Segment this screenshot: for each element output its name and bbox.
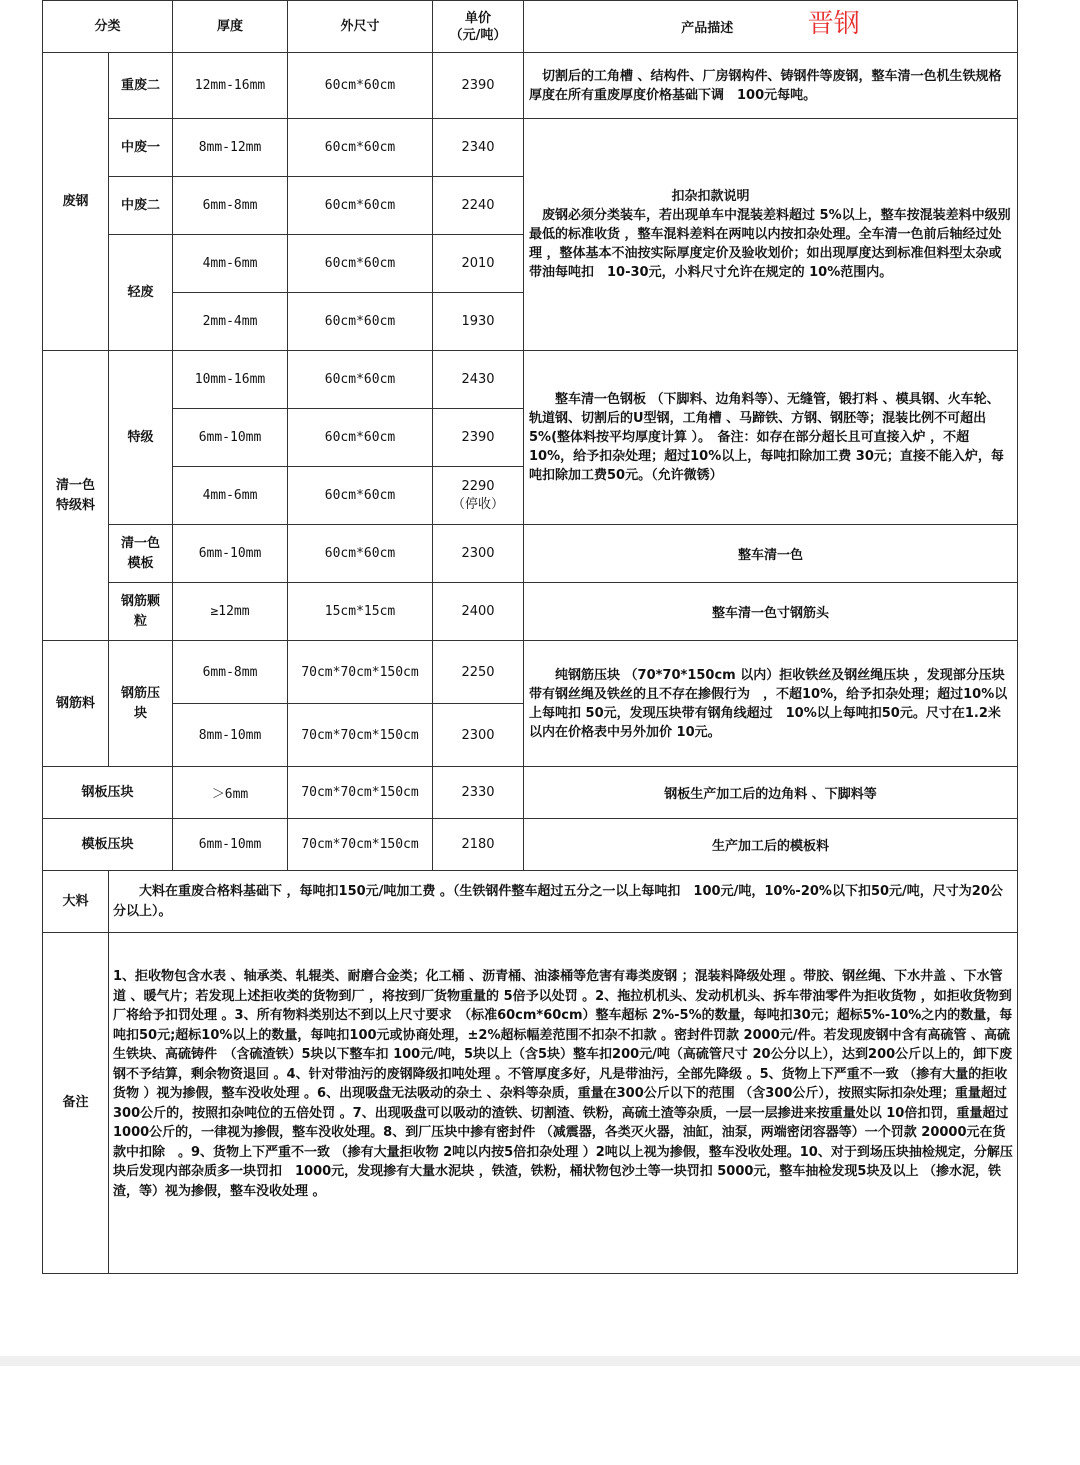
- header-row: [43, 1, 1018, 53]
- subcategory-heavy2: 重废二: [109, 53, 173, 119]
- thickness-cell: 2mm-4mm: [173, 293, 288, 351]
- thickness-cell: 6mm-10mm: [173, 819, 288, 871]
- price-status: （停收）: [452, 496, 505, 512]
- subcategory-light: 轻废: [109, 235, 173, 351]
- table-row: [43, 53, 1018, 119]
- price-cell: 2330: [433, 767, 524, 819]
- subcategory-medium2: 中废二: [109, 177, 173, 235]
- price-table: [42, 0, 1018, 1274]
- price-cell: 2390: [433, 409, 524, 467]
- price-cell: [433, 467, 524, 525]
- table-row: [43, 641, 1018, 704]
- description-grade: 整车清一色钢板 （下脚料、边角料等）、无缝管，锻打料 、模具钢、火车轮、轨道钢、切割后的U型钢，工角槽 、马蹄铁、方钢、钢胚等；混装比例不可超出 5%(整体料按平均厚度计算 ）。 备注：如存在部分超长且可直接入炉 ，不超10%，给予扣杂处理；超过10%以上，每吨扣除加工费 30元；直接不能入炉，每吨扣除加工费50元。（允许微锈）: [524, 351, 1018, 525]
- description-heavy2: 切割后的工角槽 、结构件、厂房钢构件、铸钢件等废钢，整车清一色机生铁规格厚度在所有重废厚度价格基础下调 100元每吨。: [524, 53, 1018, 119]
- table-row: [43, 871, 1018, 933]
- size-cell: 70cm*70cm*150cm: [288, 704, 433, 767]
- price-cell: 2340: [433, 119, 524, 177]
- thickness-cell: 6mm-10mm: [173, 409, 288, 467]
- description-formwork-block: 生产加工后的模板料: [524, 819, 1018, 871]
- table-row: [43, 819, 1018, 871]
- page-bottom-divider: [0, 1356, 1080, 1366]
- size-cell: 60cm*60cm: [288, 409, 433, 467]
- description-rebar-grain: 整车清一色寸钢筋头: [524, 583, 1018, 641]
- size-cell: 60cm*60cm: [288, 119, 433, 177]
- notes-text: 1、拒收物包含水表 、轴承类、轧辊类、耐磨合金类；化工桶 、沥青桶、油漆桶等危害有毒类废钢 ；混装料降级处理 。带胶、钢丝绳、下水井盖 、下水管道 、暖气片；若发现上述拒收类的货物到厂 ，将按到厂货物重量的 5倍予以处罚 。2、拖拉机机头、发动机机头、拆车带油零件为拒收货物 ，如拒收货物到厂将给予扣罚处理 。3、所有物料类别达不到以上尺寸要求 （标准60cm*60cm）整车超标 2%-5%的数量，每吨扣30元；超标5%-10%之内的数量，每吨扣50元;超标10%以上的数量，每吨扣100元或协商处理，±2%超标幅差范围不扣杂不扣款 。密封件罚款 2000元/件。若发现废钢中含有高硫管 、高硫生铁块、高硫铸件 （含硫渣铁）5块以下整车扣 100元/吨，5块以上（含5块）整车扣200元/吨（高硫管尺寸 20公分以上），达到200公斤以上的，卸下废钢不予结算，剩余物资退回 。4、针对带油污的废钢降级扣吨处理 。不管厚度多好，凡是带油污，全部先降级 。5、货物上下严重不一致 （掺有大量的拒收货物 ）视为掺假，整车没收处理 。6、出现吸盘无法吸动的杂土 、杂料等杂质，重量在300公斤以下的范围 （含300公斤），按照实际扣杂处理；重量超过 300公斤的，按照扣杂吨位的五倍处罚 。7、出现吸盘可以吸动的渣铁、切割渣、铁粉，高硫土渣等杂质，一层一层掺进来按重量处以 10倍扣罚，重量超过1000公斤的，一律视为掺假，整车没收处理。8、到厂压块中掺有密封件 （减震器，各类灭火器，油缸，油泵，两端密闭容器等）一个罚款 20000元在货款中扣除 。9、货物上下严重不一致 （掺有大量拒收物 2吨以内按5倍扣杂处理 ）2吨以上视为掺假，整车没收处理。10、对于到场压块抽检规定，分解压块后发现内部杂质多一块罚扣 1000元，发现掺有大量水泥块 ，铁渣，铁粉，桶状物包沙土等一块罚扣 5000元，整车抽检发现5块及以上 （掺水泥，铁渣，等）视为掺假，整车没收处理 。: [109, 933, 1018, 1274]
- size-cell: 70cm*70cm*150cm: [288, 767, 433, 819]
- price-value: 2290: [461, 478, 495, 494]
- deduction-title: 扣杂扣款说明: [671, 189, 750, 204]
- table-row: [43, 525, 1018, 583]
- price-cell: 2180: [433, 819, 524, 871]
- subcategory-medium1: 中废一: [109, 119, 173, 177]
- description-big-material: 大料在重废合格料基础下 ，每吨扣150元/吨加工费 。（生铁钢件整车超过五分之一以上每吨扣 100元/吨，10%-20%以下扣50元/吨，尺寸为20公分以上）。: [109, 871, 1018, 933]
- size-cell: 15cm*15cm: [288, 583, 433, 641]
- category-special: 清一色特级料: [43, 351, 109, 641]
- subcategory-formwork: 清一色模板: [109, 525, 173, 583]
- description-plate-block: 钢板生产加工后的边角料 、下脚料等: [524, 767, 1018, 819]
- deduction-text: 废钢必须分类装车，若出现单车中混装差料超过 5%以上，整车按混装差料中级别最低的标准收货 ，整车混料差料在两吨以内按扣杂处理。全车清一色前后轴经过处理 ，整体基本不油按实际厚度定价及验收划价；如出现厚度达到标准但料型太杂或带油每吨扣 10-30元，小料尺寸允许在规定的 10%范围内。: [529, 208, 1011, 280]
- subcategory-grade: 特级: [109, 351, 173, 525]
- thickness-cell: 4mm-6mm: [173, 467, 288, 525]
- thickness-cell: 6mm-10mm: [173, 525, 288, 583]
- table-row: [43, 119, 1018, 177]
- category-big-material: 大料: [43, 871, 109, 933]
- size-cell: 70cm*70cm*150cm: [288, 819, 433, 871]
- price-cell: 2250: [433, 641, 524, 704]
- thickness-cell: 12mm-16mm: [173, 53, 288, 119]
- thickness-cell: 8mm-10mm: [173, 704, 288, 767]
- thickness-cell: 10mm-16mm: [173, 351, 288, 409]
- category-rebar: 钢筋料: [43, 641, 109, 767]
- header-description-label: 产品描述: [681, 21, 734, 36]
- header-thickness: 厚度: [173, 1, 288, 53]
- price-cell: 2010: [433, 235, 524, 293]
- size-cell: 60cm*60cm: [288, 525, 433, 583]
- header-description: [524, 1, 1018, 53]
- table-row: [43, 767, 1018, 819]
- category-plate-block: 钢板压块: [43, 767, 173, 819]
- size-cell: 70cm*70cm*150cm: [288, 641, 433, 704]
- header-unit-price-line1: 单价: [465, 10, 492, 26]
- price-cell: 1930: [433, 293, 524, 351]
- size-cell: 60cm*60cm: [288, 467, 433, 525]
- price-cell: 2300: [433, 525, 524, 583]
- price-cell: 2430: [433, 351, 524, 409]
- size-cell: 60cm*60cm: [288, 177, 433, 235]
- size-cell: 60cm*60cm: [288, 235, 433, 293]
- thickness-cell: ≥12mm: [173, 583, 288, 641]
- category-scrap: 废钢: [43, 53, 109, 351]
- thickness-cell: ＞6mm: [173, 767, 288, 819]
- size-cell: 60cm*60cm: [288, 293, 433, 351]
- header-unit-price: [433, 1, 524, 53]
- size-cell: 60cm*60cm: [288, 351, 433, 409]
- table-row: [43, 351, 1018, 409]
- category-formwork-block: 模板压块: [43, 819, 173, 871]
- subcategory-rebar-block: 钢筋压块: [109, 641, 173, 767]
- table-row: [43, 583, 1018, 641]
- thickness-cell: 6mm-8mm: [173, 641, 288, 704]
- header-unit-price-line2: （元/吨）: [449, 27, 507, 43]
- description-deduction: [524, 119, 1018, 351]
- subcategory-rebar-grain: 钢筋颗粒: [109, 583, 173, 641]
- price-cell: 2300: [433, 704, 524, 767]
- header-category: 分类: [43, 1, 173, 53]
- brand-mark: 晋钢: [807, 9, 860, 39]
- price-cell: 2240: [433, 177, 524, 235]
- category-notes: 备注: [43, 933, 109, 1274]
- size-cell: 60cm*60cm: [288, 53, 433, 119]
- description-formwork: 整车清一色: [524, 525, 1018, 583]
- thickness-cell: 4mm-6mm: [173, 235, 288, 293]
- price-cell: 2390: [433, 53, 524, 119]
- thickness-cell: 8mm-12mm: [173, 119, 288, 177]
- description-rebar: 纯钢筋压块 （70*70*150cm 以内）拒收铁丝及钢丝绳压块 ，发现部分压块带有钢丝绳及铁丝的且不存在掺假行为 ，不超10%，给予扣杂处理；超过10%以上每吨扣 50元，发现压块带有钢角线超过 10%以上每吨扣50元。尺寸在1.2米以内在价格表中另外加价 10元。: [524, 641, 1018, 767]
- header-outer-size: 外尺寸: [288, 1, 433, 53]
- table-row: [43, 933, 1018, 1274]
- thickness-cell: 6mm-8mm: [173, 177, 288, 235]
- price-cell: 2400: [433, 583, 524, 641]
